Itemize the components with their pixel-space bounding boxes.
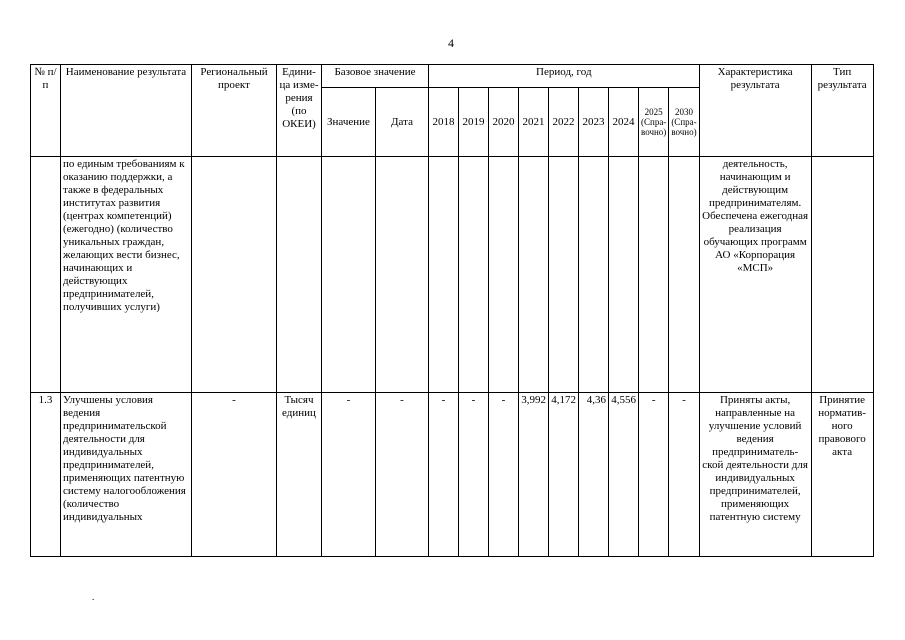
header-base: Базовое значение: [322, 65, 429, 88]
row-base-value: -: [322, 393, 376, 557]
header-base-value: Значение: [322, 88, 376, 157]
results-table: [30, 64, 874, 557]
header-year-2024: 2024: [609, 88, 639, 157]
row-regional: -: [192, 393, 277, 557]
row-year-2018: [429, 157, 459, 393]
header-name: Наименование результата: [61, 65, 192, 157]
row-unit: [277, 157, 322, 393]
table-row: [31, 157, 874, 393]
row-year-2030: [669, 157, 699, 393]
header-year-2019: 2019: [459, 88, 489, 157]
header-characteristic: Характеристика результата: [699, 65, 811, 157]
header-regional: Региональный проект: [192, 65, 277, 157]
row-regional: [192, 157, 277, 393]
page-number: 4: [448, 36, 454, 50]
footer-mark: .: [92, 592, 95, 602]
header-unit: Едини-ца изме-рения (по ОКЕИ): [277, 65, 322, 157]
row-type: [811, 157, 873, 393]
row-base-date: [376, 157, 429, 393]
table-row: [31, 393, 874, 557]
row-year-2025: [639, 157, 669, 393]
row-year-2021: [519, 157, 549, 393]
header-year-2020: 2020: [489, 88, 519, 157]
header-base-date: Дата: [376, 88, 429, 157]
row-year-2030: -: [669, 393, 699, 557]
row-year-2022: 4,172: [549, 393, 579, 557]
row-name: Улучшены условия ведения предпринимательской деятельности для индивидуальных предпринимателей, применяющих патентную систему налогообложения (количество индивидуальных: [61, 393, 192, 557]
row-num: 1.3: [31, 393, 61, 557]
row-year-2019: [459, 157, 489, 393]
row-year-2018: -: [429, 393, 459, 557]
header-num: № п/п: [31, 65, 61, 157]
row-year-2023: 4,36: [579, 393, 609, 557]
header-year-2021: 2021: [519, 88, 549, 157]
row-year-2021: 3,992: [519, 393, 549, 557]
header-year-2030: 2030 (Спра-вочно): [669, 88, 699, 157]
row-characteristic: деятельность, начинающим и действующим предпринимателям. Обеспечена ежегодная реализация обучающих программ АО «Корпорация «МСП»: [699, 157, 811, 393]
row-unit: Тысяч единиц: [277, 393, 322, 557]
header-year-2022: 2022: [549, 88, 579, 157]
row-year-2025: -: [639, 393, 669, 557]
row-type: Принятие норматив-ного правового акта: [811, 393, 873, 557]
header-year-2025: 2025 (Спра-вочно): [639, 88, 669, 157]
row-year-2023: [579, 157, 609, 393]
row-characteristic: Приняты акты, направленные на улучшение условий ведения предприниматель-ской деятельности для индивидуальных предпринимателей, применяющих патентную систему: [699, 393, 811, 557]
row-base-value: [322, 157, 376, 393]
row-name: по единым требованиям к оказанию поддержки, а также в федеральных институтах развития (центрах компетенций) (ежегодно) (количество уникальных граждан, желающих вести бизнес, начинающих и действующих предпринимателей, получивших услуги): [61, 157, 192, 393]
row-base-date: -: [376, 393, 429, 557]
header-type: Тип результата: [811, 65, 873, 157]
header-year-2023: 2023: [579, 88, 609, 157]
header-year-2018: 2018: [429, 88, 459, 157]
row-year-2020: [489, 157, 519, 393]
row-year-2024: [609, 157, 639, 393]
row-num: [31, 157, 61, 393]
header-period: Период, год: [429, 65, 700, 88]
row-year-2019: -: [459, 393, 489, 557]
row-year-2024: 4,556: [609, 393, 639, 557]
row-year-2022: [549, 157, 579, 393]
row-year-2020: -: [489, 393, 519, 557]
